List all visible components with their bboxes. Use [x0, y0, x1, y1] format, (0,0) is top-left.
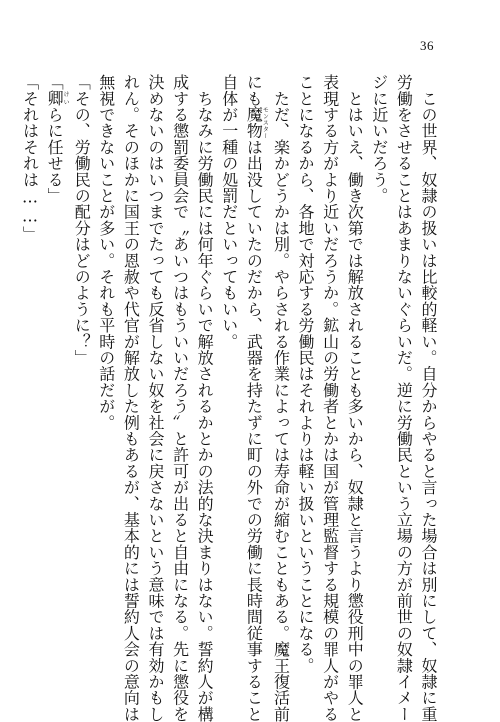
text-fragment: らに任せる」: [45, 106, 65, 204]
vertical-text-block: [20, 74, 440, 722]
text-line: 自体が一種の処罰だといってもいい。: [219, 74, 239, 350]
text-line: ちなみに労働民には何年ぐらいで解放されるかとかの法的な決まりはない。誓約人が構: [195, 74, 215, 722]
text-line-with-ruby: [241, 74, 269, 722]
text-fragment: は出没していたのだから、武器を持たずに町の外での労働に長時間従事すること: [244, 138, 264, 722]
dialogue-line: 「それはそれは……」: [20, 74, 40, 242]
text-fragment: 「: [45, 74, 65, 91]
text-line: れん。そのほかに国王の恩赦や代官が解放した例もあるが、基本的には誓約人会の意向は: [121, 74, 141, 722]
text-line: ジに近いだろう。: [369, 74, 389, 204]
page-number: 36: [420, 38, 434, 53]
dialogue-line-with-ruby: [42, 74, 69, 664]
text-line: ただ、楽かどうかは別。やらされる作業によっては寿命が縮むこともある。魔王復活前: [271, 74, 291, 722]
furigana-lord: 卿けい: [45, 90, 70, 107]
dialogue-line: 「その、労働民の配分はどのように？」: [72, 74, 92, 366]
text-fragment: にも: [244, 74, 264, 107]
furigana-monster: 魔物モンスター: [244, 106, 269, 139]
text-line: 表現する方がより近いだろうか。鉱山の労働者とかは国が管理監督する規模の罪人がやる: [320, 74, 340, 722]
text-line: とはいえ、働き次第では解放されることも多いから、奴隷と言うより懲役刑中の罪人と: [345, 74, 365, 722]
text-line: ことになるから、各地で対応する労働民はそれよりは軽い扱いということになる。: [296, 74, 316, 674]
text-line: 無視できないことが多い。それも平時の話だが。: [96, 74, 116, 431]
text-line: 決めないのはいつまでたっても反省しない奴を社会に戻さないという意味では有効かもし: [145, 74, 165, 722]
text-line: 労働をさせることはあまりないぐらいだ。逆に労働民という立場の方が前世の奴隷イメー: [394, 74, 414, 722]
text-line: この世界、奴隷の扱いは比較的軽い。自分からやると言った場合は別にして、奴隷に重: [419, 74, 438, 722]
text-line: 成する懲罰委員会で〝あいつはもういいだろう〟と許可が出ると自由になる。先に懲役を: [170, 74, 190, 722]
